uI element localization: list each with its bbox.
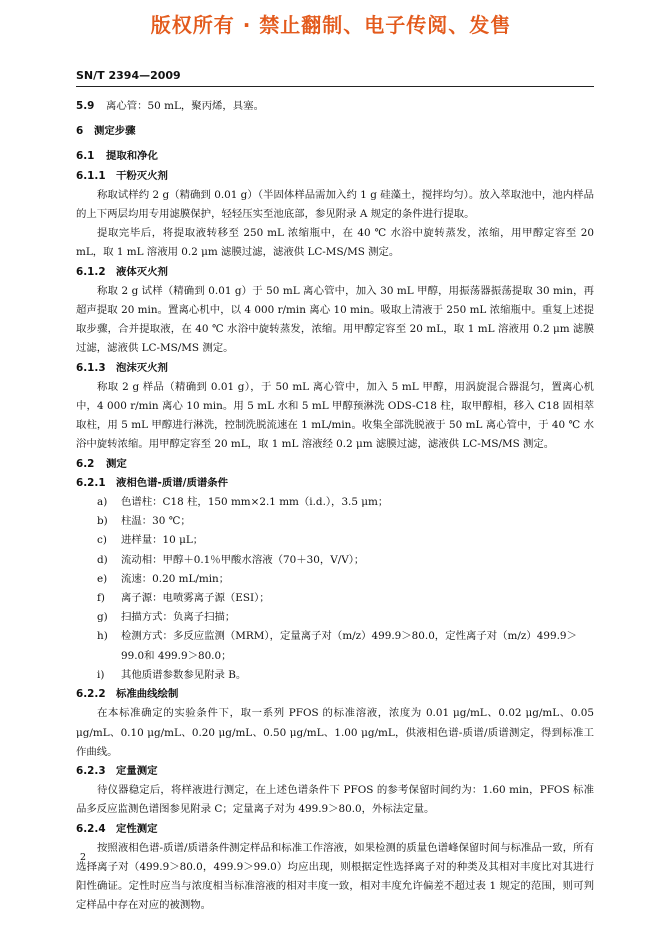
section-number: 6.2	[76, 457, 95, 470]
list-item	[76, 589, 594, 608]
section-number: 6.1	[76, 150, 95, 163]
section-6-2-2-heading	[76, 685, 594, 704]
paragraph: 称取 2 g 试样（精确到 0.01 g）于 50 mL 离心管中，加入 30 mL 甲醇，用振荡器振荡提取 30 min，再超声提取 20 min。置离心机中，以 4 000 r/min 离心 10 min。吸取上清液于 250 mL 浓缩瓶中。重复上述提取步骤，合并提取液，在 40 ℃ 水浴中旋转蒸发，浓缩。用甲醇定容至 20 mL，取 1 mL 溶液用 0.2 μm 滤膜过滤，滤液供 LC-MS/MS 测定。	[76, 284, 594, 355]
clause-text: 离心管：50 mL，聚丙烯，具塞。	[106, 100, 264, 112]
section-title: 液体灭火剂	[116, 265, 168, 278]
list-label: i)	[97, 668, 105, 681]
section-6-1-2-heading	[76, 263, 594, 282]
list-label: f)	[97, 592, 105, 605]
list-item	[76, 512, 594, 531]
list-label: a)	[97, 496, 108, 509]
section-number: 6.2.3	[76, 764, 106, 777]
paragraph: 待仪器稳定后，将样液进行测定，在上述色谱条件下 PFOS 的参考保留时间约为：1.60 min，PFOS 标准品多反应监测色谱图参见附录 C；定量离子对为 499.9＞80.0，外标法定量。	[76, 784, 594, 816]
list-text: 流动相：甲醇＋0.1％甲酸水溶液（70＋30，V/V）；	[121, 553, 365, 566]
list-text: 柱温：30 ℃；	[121, 515, 191, 528]
paragraph: 提取完毕后，将提取液转移至 250 mL 浓缩瓶中，在 40 ℃ 水浴中旋转蒸发，浓缩，用甲醇定容至 20 mL，取 1 mL 溶液用 0.2 μm 滤膜过滤，滤液供 LC-MS/MS 测定。	[76, 227, 594, 259]
section-6-1-heading	[76, 147, 594, 166]
header-rule	[76, 86, 594, 87]
list-label: d)	[97, 553, 108, 566]
list-text: 离子源：电喷雾离子源（ESI）；	[121, 592, 270, 605]
section-number: 6.1.1	[76, 169, 106, 182]
list-item-continuation: 99.0和 499.9＞80.0；	[121, 649, 232, 662]
section-number: 6.2.4	[76, 822, 106, 835]
section-6-1-3-heading	[76, 359, 594, 378]
list-text: 流速：0.20 mL/min；	[121, 572, 230, 585]
section-number: 6.1.2	[76, 265, 106, 278]
section-number: 6.2.1	[76, 476, 106, 489]
section-6-heading	[76, 122, 594, 141]
section-title: 提取和净化	[106, 150, 158, 163]
list-label: e)	[97, 572, 108, 585]
section-title: 泡沫灭火剂	[116, 361, 168, 374]
list-label: b)	[97, 515, 108, 528]
paragraph: 称取 2 g 样品（精确到 0.01 g），于 50 mL 离心管中，加入 5 mL 甲醇，用涡旋混合器混匀，置离心机中，4 000 r/min 离心 10 min。用 5 mL 水和 5 mL 甲醇预淋洗 ODS-C18 柱，取甲醇相，移入 C18 固相萃取柱，用 5 mL 甲醇进行淋洗，控制洗脱流速在 1 mL/min。收集全部洗脱液于 50 mL 离心管中，于 40 ℃ 水浴中旋转浓缩。用甲醇定容至 20 mL，取 1 mL 溶液经 0.2 μm 滤膜过滤，滤液供 LC-MS/MS 测定。	[76, 380, 594, 451]
section-6-2-1-heading	[76, 474, 594, 493]
conditions-list	[76, 493, 594, 685]
list-item	[76, 570, 594, 589]
paragraph: 在本标准确定的实验条件下，取一系列 PFOS 的标准溶液，浓度为 0.01 μg/mL、0.02 μg/mL、0.05 μg/mL、0.10 μg/mL、0.20 μg/mL、0.50 μg/mL、1.00 μg/mL，供液相色谱-质谱/质谱测定，得到标准工作曲线。	[76, 707, 594, 758]
section-number: 6.2.2	[76, 688, 106, 701]
list-label: h)	[97, 630, 108, 643]
section-number: 6.1.3	[76, 361, 106, 374]
list-label: g)	[97, 611, 108, 624]
section-title: 液相色谱-质谱/质谱条件	[116, 476, 229, 489]
list-text: 进样量：10 μL；	[121, 534, 204, 547]
clause-number: 5.9	[76, 100, 95, 112]
list-item	[76, 551, 594, 570]
list-item	[76, 627, 594, 646]
paragraph: 按照液相色谱-质谱/质谱条件测定样品和标准工作溶液，如果检测的质量色谱峰保留时间与标准品一致，所有选择离子对（499.9＞80.0，499.9＞99.0）均应出现，则根据定性选择离子对的种类及其相对丰度比对其进行阳性确证。定性时应当与浓度相当标准溶液的相对丰度一致，相对丰度允许偏差不超过表 1 规定的范围，则可判定样品中存在对应的被测物。	[76, 841, 594, 912]
section-title: 定量测定	[116, 764, 158, 777]
section-number: 6	[76, 125, 84, 138]
section-6-1-1-heading	[76, 167, 594, 186]
clause-5-9	[76, 97, 594, 116]
section-title: 定性测定	[116, 822, 158, 835]
section-title: 标准曲线绘制	[116, 688, 179, 701]
section-6-2-4-heading	[76, 820, 594, 839]
list-text: 其他质谱参数参见附录 B。	[121, 668, 247, 681]
list-item	[76, 531, 594, 550]
list-label: c)	[97, 534, 107, 547]
copyright-watermark: 版权所有 · 禁止翻制、电子传阅、发售	[150, 13, 512, 37]
section-title: 测定步骤	[94, 125, 136, 138]
list-item	[76, 666, 594, 685]
list-text: 色谱柱：C18 柱，150 mm×2.1 mm（i.d.），3.5 μm；	[121, 496, 389, 509]
page-number: 2	[80, 852, 87, 863]
list-item	[76, 608, 594, 627]
list-text: 扫描方式：负离子扫描；	[121, 611, 236, 624]
standard-number: SN/T 2394—2009	[76, 69, 181, 82]
section-title: 干粉灭火剂	[116, 169, 168, 182]
section-6-2-3-heading	[76, 762, 594, 781]
section-title: 测定	[106, 457, 127, 470]
section-6-2-heading	[76, 455, 594, 474]
document-body	[76, 97, 594, 916]
list-text: 检测方式：多反应监测（MRM），定量离子对（m/z）499.9＞80.0，定性离子对（m/z）499.9＞	[121, 630, 577, 643]
paragraph: 称取试样约 2 g（精确到 0.01 g）（半固体样品需加入约 1 g 硅藻土，搅拌均匀）。放入萃取池中，池内样品的上下两层均用专用滤膜保护，轻轻压实至池底部，参见附录 A 规定的条件进行提取。	[76, 188, 594, 221]
list-item	[76, 493, 594, 512]
